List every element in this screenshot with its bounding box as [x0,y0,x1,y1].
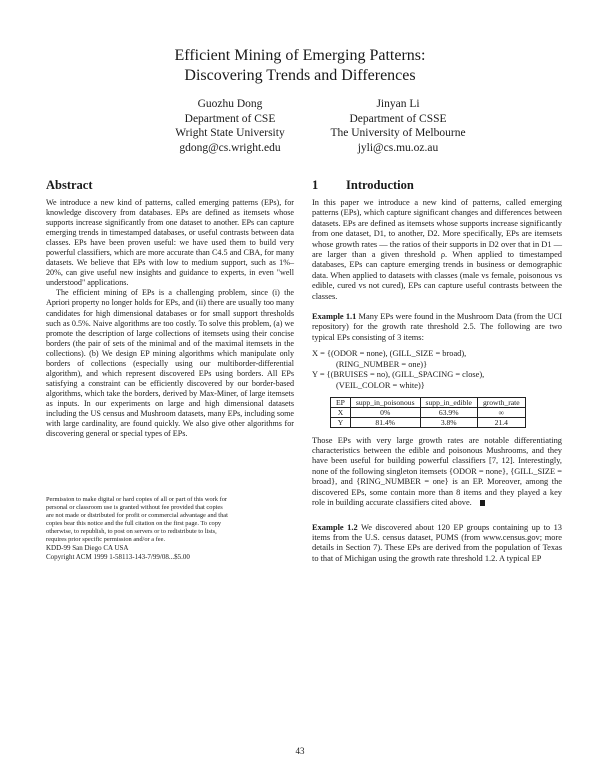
table-cell: 3.8% [420,417,477,427]
author-dept: Department of CSE [184,112,276,125]
table-header-cell: EP [331,397,351,407]
table-cell: X [331,407,351,417]
author-institution: Wright State University [175,127,285,139]
copyright-line: copies bear this notice and the full citation on the first page. To copy [46,520,222,527]
copyright-line: Permission to make digital or hard copies of all or part of this work for [46,496,228,503]
table-row [331,407,526,417]
example-text: We discovered about 120 EP groups containing up to 13 items from the U.S. census dataset, PUMS (from www.census.gov; more details in Section 7). These EPs are derived from the population of Texas to that of Michigan using the growth rate threshold 1.2. A typical EP [312,522,562,563]
author-name: Guozhu Dong [197,98,263,110]
page-number: 43 [295,746,305,756]
table-header-row [331,397,526,407]
author-block-2 [298,97,498,155]
author-dept: Department of CSSE [349,112,447,125]
copyright-line: personal or classroom use is granted without fee provided that copies [46,504,223,511]
formula-x-line-1: X = {(ODOR = none), (GILL_SIZE = broad), [312,349,467,359]
section-number: 1 [312,178,319,192]
abstract-heading: Abstract [46,178,93,192]
ep-formulas [312,349,562,391]
table-row [331,417,526,427]
copyright-line: otherwise, to republish, to post on servers or to redistribute to lists, [46,528,217,535]
abstract-paragraph-1: We introduce a new kind of patterns, called emerging patterns (EPs), for knowledge discovery from databases. EPs are defined as itemsets whose supports increase significantly from one dataset to another. EPs can capture emerging trends in timestamped databases, or useful contrasts between data classes. EPs have been proven useful: we have used them to build very powerful classifiers, which are more accurate than C4.5 and CBA, for many datasets. We believe that EPs with low to medium support, such as 1%–20%, can give useful new insights and guidance to experts, in even "well understood" applications. [46,198,294,288]
section-title: Introduction [346,178,414,192]
table-cell: 81.4% [350,417,420,427]
example-2-paragraph [312,523,562,565]
author-email: jyli@cs.mu.oz.au [357,141,439,154]
example-1-discussion [312,436,562,509]
copyright-line: are not made or distributed for profit or commercial advantage and that [46,512,228,519]
acm-copyright-line: Copyright ACM 1999 1-58113-143-7/99/08...$5.00 [46,553,190,561]
author-name: Jinyan Li [376,98,420,110]
formula-x-line-2: (RING_NUMBER = one)} [336,359,428,369]
table-header-cell: supp_in_edible [420,397,477,407]
table-cell: ∞ [477,407,525,417]
copyright-notice [46,496,294,562]
end-of-example-mark [480,500,485,506]
example-1-paragraph [312,312,562,343]
introduction-heading [312,178,562,193]
title-line-2: Discovering Trends and Differences [184,67,416,84]
author-institution: The University of Melbourne [330,127,466,139]
table-cell: 0% [350,407,420,417]
formula-y-line-1: Y = {(BRUISES = no), (GILL_SPACING = close), [312,370,485,380]
title-line-1: Efficient Mining of Emerging Patterns: [174,47,426,64]
author-email: gdong@cs.wright.edu [179,141,281,154]
right-column [312,178,562,564]
example-text: Many EPs were found in the Mushroom Data (from the UCI repository) for the growth rate threshold 2.5. The following are two typical EPs consisting of 3 items: [312,312,563,342]
example-label: Example 1.2 [312,522,358,532]
left-column [46,178,294,439]
table-cell: Y [331,417,351,427]
table-header-cell: supp_in_poisonous [350,397,420,407]
abstract-paragraph-2: The efficient mining of EPs is a challenging problem, since (i) the Apriori property no longer holds for EPs, and (ii) there are usually too many candidates for high dimensional databases or for small support thresholds such as 0.5%. Naive algorithms are too costly. To solve this problem, (a) we promote the description of large collections of itemsets using their concise borders (the pair of sets of the minimal and of the maximal itemsets in the collections). (b) We design EP mining algorithms which manipulate only borders of collections (especially using our multiborder-differential algorithm), and which represent discovered EPs using borders. All EPs satisfying a constraint can be efficiently discovered by our border-based algorithms, which take the borders, derived by Max-Miner, of large itemsets as inputs. In our experiments on large and high dimensional datasets including the US census and Mushroom datasets, many EPs, including some with large cardinality, are found quickly. We also give other algorithms for discovering general or special types of EPs. [46,288,294,439]
ep-support-table [330,397,526,428]
table-cell: 21.4 [477,417,525,427]
formula-y-line-2: (VEIL_COLOR = white)} [336,381,425,391]
copyright-line: requires prior specific permission and/or a fee. [46,536,166,543]
discussion-text: Those EPs with very large growth rates are notable differentiating characteristics between the edible and poisonous Mushrooms, and they have been useful for building powerful classifiers [7, 12]. Interestingly, none of the following singleton itemsets {ODOR = none}, {GILL_SIZE = broad}, and {RING_NUMBER = one} is an EP. Moreover, among the discovered EPs, some contain more than 8 items and they played a key role in building accurate classifiers cited above. [312,435,562,508]
introduction-paragraph: In this paper we introduce a new kind of patterns, called emerging patterns (EPs), which capture significant changes and differences between datasets. EPs are defined as itemsets whose supports increase significantly from one dataset, D1, to another, D2. More specifically, EPs are itemsets whose growth rates — the ratios of their supports in D2 over that in D1 — are larger than a given threshold ρ. When applied to timestamped databases, EPs can capture emerging trends in business or demographic data. When applied to datasets with classes (male vs female, poisonous vs edible, cured vs not cured), EPs can capture useful contrasts between the classes. [312,198,562,301]
conference-line: KDD-99 San Diego CA USA [46,544,129,552]
table-cell: 63.9% [420,407,477,417]
paper-title [0,46,600,86]
table-header-cell: growth_rate [477,397,525,407]
example-label: Example 1.1 [312,312,357,322]
